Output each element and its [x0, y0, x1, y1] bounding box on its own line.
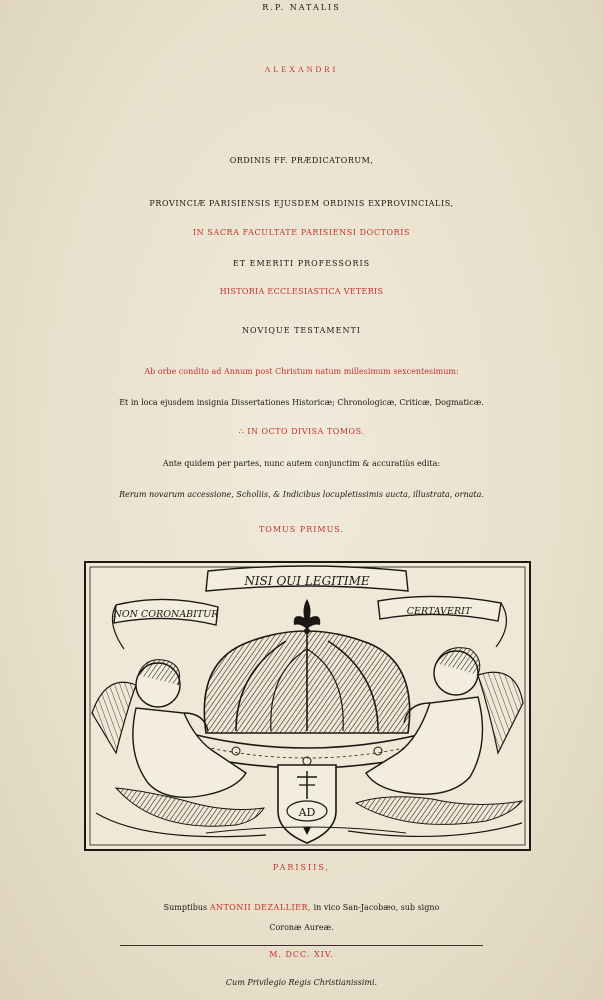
- edition-note: Ante quidem per partes, nunc autem conjunctim & accuratiùs edita:: [162, 459, 441, 468]
- work-title: HISTORIA ECCLESIASTICA VETERIS: [219, 287, 384, 296]
- printer-sign: Coronæ Aureæ.: [269, 923, 334, 932]
- woodcut-vignette: [84, 561, 531, 851]
- work-title-continued: NOVIQUE TESTAMENTI: [242, 326, 361, 335]
- banner-left-text: NON CORONABITUR: [113, 609, 219, 620]
- privilege-line: Cum Privilegio Regis Christianissimi.: [225, 978, 378, 987]
- crown-putti-engraving: [86, 563, 529, 849]
- divisions-line: ∴ IN OCTO DIVISA TOMOS.: [238, 427, 365, 436]
- imprint-place: PARISIIS,: [272, 863, 331, 872]
- shield-icon: [278, 765, 336, 843]
- crown-icon: [184, 599, 430, 768]
- printer-suffix: in vico San-Jacobæo, sub signo: [313, 903, 440, 912]
- author-name: R.P. NATALIS: [262, 3, 341, 12]
- printer-name: ANTONII DEZALLIER,: [209, 903, 312, 912]
- printer-prefix: Sumptibus: [163, 903, 208, 912]
- scope-line: Ab orbe condito ad Annum post Christum natum millesimum sexcentesimum:: [144, 367, 459, 376]
- province-line: PROVINCIÆ PARISIENSIS EJUSDEM ORDINIS EXPROVINCIALIS,: [149, 199, 454, 208]
- additions-line: Rerum novarum accessione, Scholiis, & Indicibus locupletissimis aucta, illustrata, ornata.: [119, 490, 484, 499]
- professor-line: ET EMERITI PROFESSORIS: [232, 259, 371, 268]
- volume-label: TOMUS PRIMUS.: [258, 525, 345, 534]
- imprint-printer-line: [0, 904, 603, 912]
- order-line: ORDINIS FF. PRÆDICATORUM,: [229, 156, 374, 165]
- banner-top-text: NISI QUI LEGITIME: [244, 574, 370, 588]
- dissertations-line: Et in loca ejusdem insignia Dissertationes Historicæ; Chronologicæ, Criticæ, Dogmaticæ.: [119, 398, 484, 407]
- author-surname: ALEXANDRI: [264, 65, 339, 74]
- faculty-line: IN SACRA FACULTATE PARISIENSI DOCTORIS: [192, 228, 411, 237]
- banner-right-text: CERTAVERIT: [406, 606, 472, 617]
- imprint-divider: [120, 945, 483, 946]
- shield-monogram: AD: [298, 806, 316, 819]
- imprint-year: M. DCC. XIV.: [269, 950, 334, 959]
